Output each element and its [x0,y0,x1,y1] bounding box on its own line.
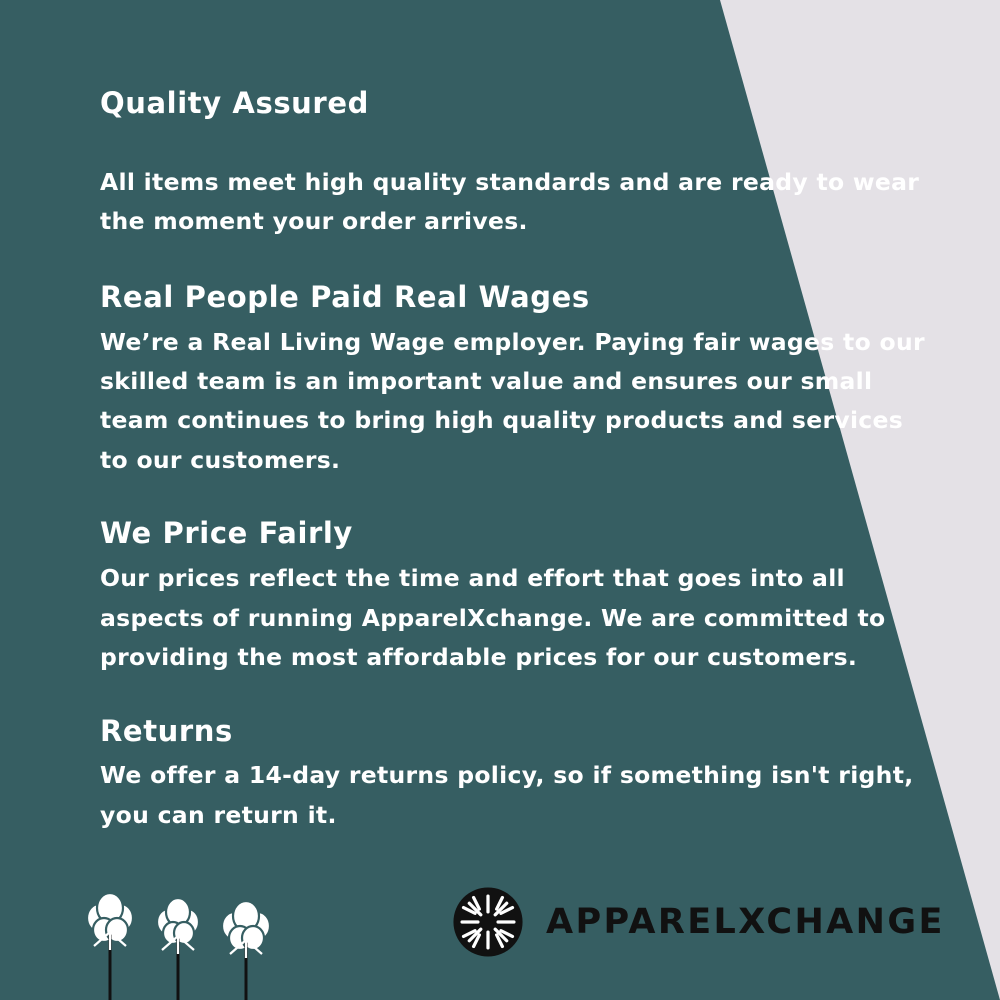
section-heading: Quality Assured [100,86,369,120]
content-column [100,86,940,835]
section-heading: We Price Fairly [100,516,353,551]
cotton-flowers-icon [78,880,308,1000]
section-heading: Real People Paid Real Wages [100,279,590,314]
brand-logo-block [452,886,945,958]
section-heading: Returns [100,713,233,748]
section-body: We’re a Real Living Wage employer. Paying fair wages to our skilled team is an important value and ensures our small team continues to bring high quality products and services to our customers. [100,327,925,474]
section-real-people-paid-real-wages [100,280,940,481]
section-body: Our prices reflect the time and effort that goes into all aspects of running ApparelXchange. We are committed to providing the most affordable prices for our customers. [100,564,886,672]
section-returns [100,714,940,836]
apparelxchange-circle-logo-icon [452,886,524,958]
section-body: All items meet high quality standards and are ready to wear the moment your order arrives. [100,167,920,236]
section-we-price-fairly [100,516,940,677]
section-quality-assured [100,86,940,242]
brand-name: APPARELXCHANGE [546,902,945,942]
section-body: We offer a 14-day returns policy, so if something isn't right, you can return it. [100,761,914,829]
